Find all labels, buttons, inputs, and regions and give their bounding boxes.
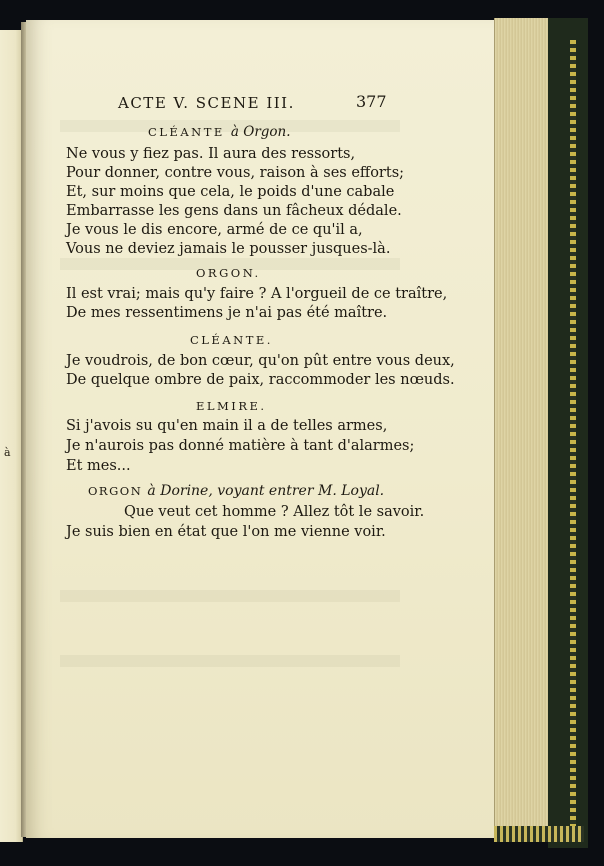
verse-line: Et, sur moins que cela, le poids d'une cabale (66, 184, 395, 200)
speaker-heading: ELMIRE. (196, 399, 267, 413)
verse-line: Je suis bien en état que l'on me vienne voir. (66, 524, 386, 540)
cover-gilt-border (570, 40, 576, 830)
speaker-heading: ORGON. (196, 266, 261, 280)
verse-line: Il est vrai; mais qu'y faire ? A l'orgueil de ce traître, (66, 286, 448, 302)
verse-line: Embarrasse les gens dans un fâcheux dédale. (66, 203, 402, 219)
stage-direction: à Orgon. (230, 124, 291, 140)
speaker-heading: CLÉANTE. (190, 333, 273, 347)
show-through-decoration (60, 655, 400, 667)
speaker-heading (148, 124, 291, 140)
book-cover (548, 18, 588, 848)
verse-line: Je n'aurois pas donné matière à tant d'alarmes; (66, 438, 415, 454)
page-number: 377 (356, 92, 387, 111)
speaker-heading (88, 483, 384, 499)
verse-line: De quelque ombre de paix, raccommoder les nœuds. (66, 372, 455, 388)
left-page-edge (0, 30, 23, 842)
show-through-decoration (60, 590, 400, 602)
verse-line: Vous ne deviez jamais le pousser jusques-là. (66, 241, 391, 257)
verse-line: Je vous le dis encore, armé de ce qu'il a, (66, 222, 363, 238)
verse-line: Pour donner, contre vous, raison à ses efforts; (66, 165, 405, 181)
page-stack-edges (494, 18, 551, 838)
verse-line: De mes ressentimens je n'ai pas été maître. (66, 305, 388, 321)
verse-line: Ne vous y fiez pas. Il aura des ressorts, (66, 146, 356, 162)
verse-line: Que veut cet homme ? Allez tôt le savoir. (124, 504, 425, 520)
running-head: ACTE V. SCENE III. (118, 94, 295, 112)
cover-bottom-border (494, 826, 584, 842)
stage-direction: à Dorine, voyant entrer M. Loyal. (147, 483, 385, 499)
verse-line: Je voudrois, de bon cœur, qu'on pût entre vous deux, (66, 353, 455, 369)
left-margin-mark: à (4, 446, 11, 459)
verse-line: Si j'avois su qu'en main il a de telles armes, (66, 418, 388, 434)
verse-line: Et mes... (66, 458, 131, 474)
speaker-name: CLÉANTE (148, 125, 225, 139)
speaker-name: ORGON (88, 484, 143, 498)
